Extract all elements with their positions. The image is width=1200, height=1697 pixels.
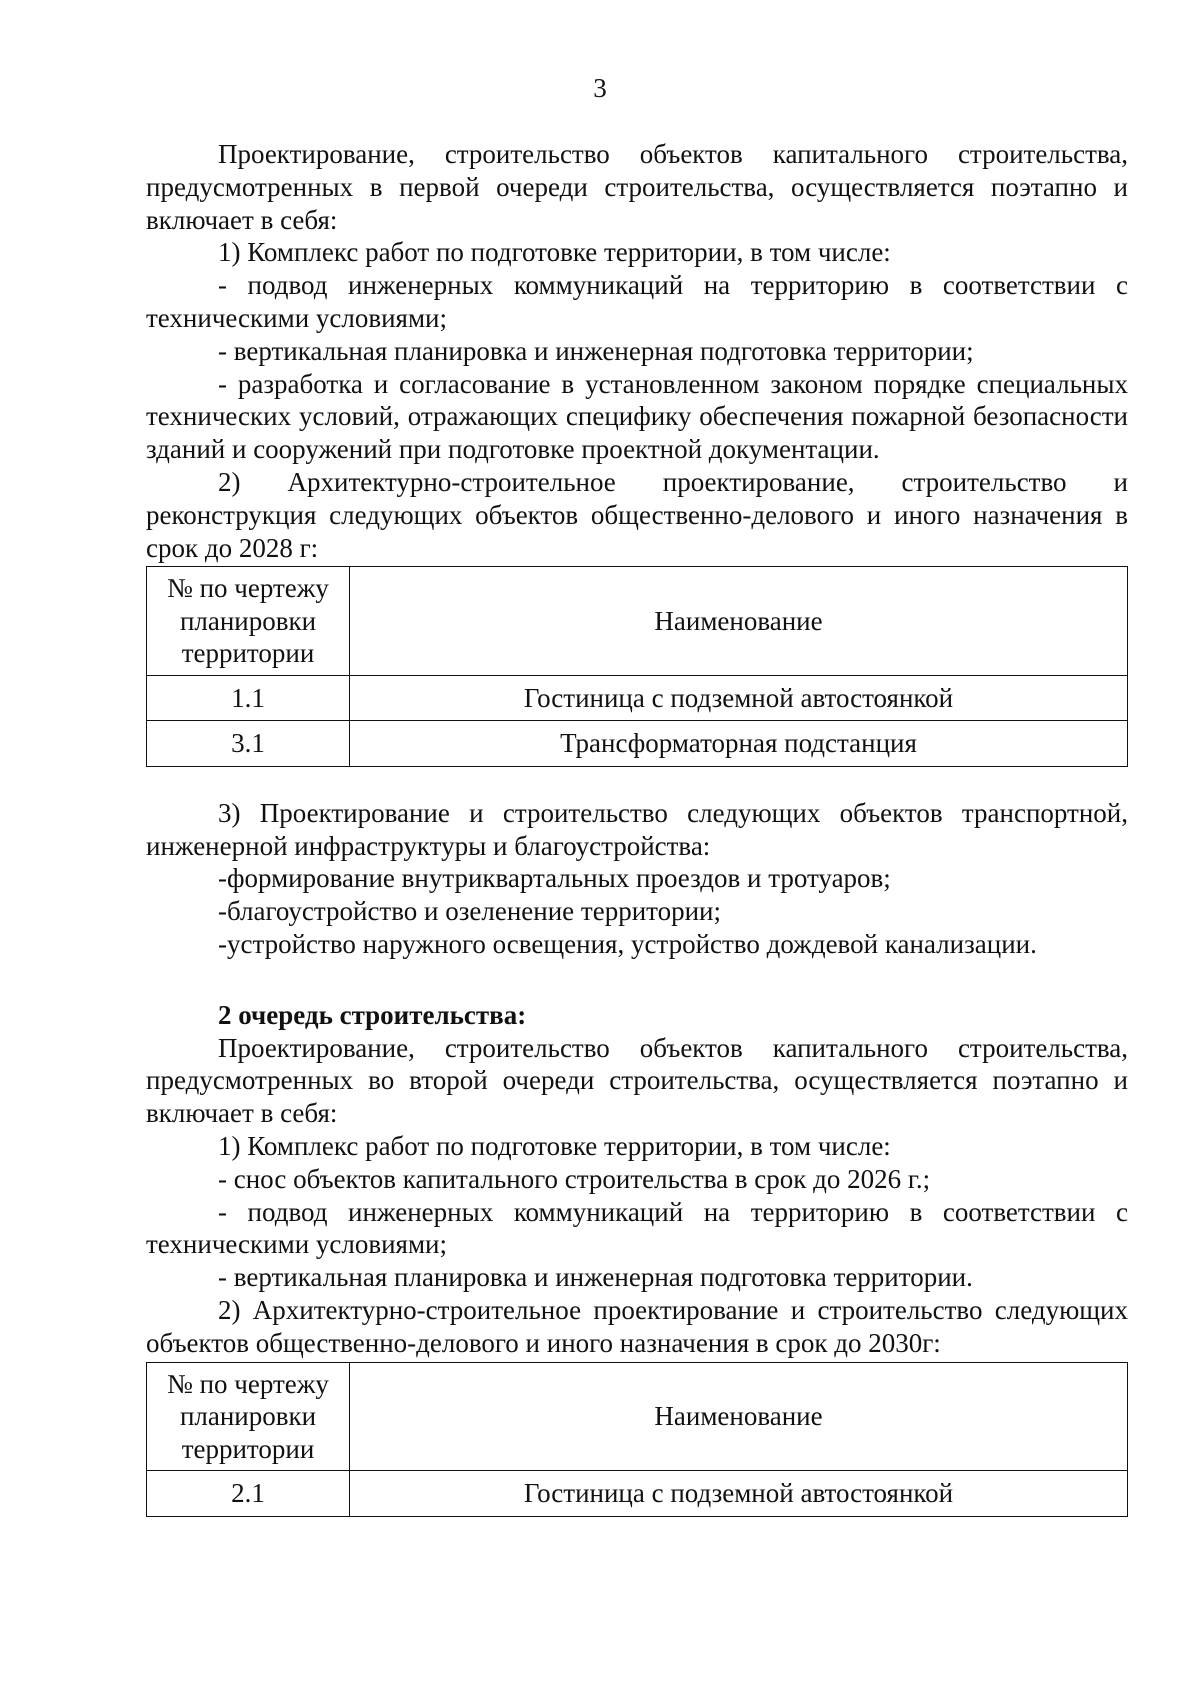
table-cell-number: 1.1 <box>147 675 350 721</box>
column-header-number: № по чертежу планировки территории <box>147 1362 350 1471</box>
table-cell-number: 2.1 <box>147 1471 350 1517</box>
section1-intro: Проектирование, строительство объектов капитального строительства, предусмотренных в первой очереди строительства, осуществляется поэтапно и включает в себя: <box>146 139 1128 235</box>
section1-item3-bullet: -благоустройство и озеленение территории; <box>218 896 721 927</box>
section1-item3-bullet: -формирование внутриквартальных проездов и тротуаров; <box>218 863 891 894</box>
section1-item1-bullet: - вертикальная планировка и инженерная подготовка территории; <box>218 335 974 366</box>
section2-item1-heading: 1) Комплекс работ по подготовке территории, в том числе: <box>218 1131 891 1162</box>
section1-item1-bullet: - разработка и согласование в установленном законом порядке специальных технических условий, отражающих специфику обеспечения пожарной безопасности зданий и сооружений при подготовке проектной документации. <box>146 368 1128 465</box>
table-row <box>147 1471 1128 1517</box>
page-number: 3 <box>593 73 607 103</box>
section1-item1-heading: 1) Комплекс работ по подготовке территории, в том числе: <box>218 237 891 268</box>
table-cell-number: 3.1 <box>147 721 350 767</box>
section2-intro: Проектирование, строительство объектов капитального строительства, предусмотренных во второй очереди строительства, осуществляется поэтапно и включает в себя: <box>146 1032 1128 1129</box>
section1-item3-bullet: -устройство наружного освещения, устройство дождевой канализации. <box>218 929 1037 960</box>
table-row <box>147 721 1128 767</box>
section2-item2-text: 2) Архитектурно-строительное проектирование и строительство следующих объектов общественно-делового и иного назначения в срок до 2030г: <box>146 1295 1128 1358</box>
table-cell-name: Гостиница с подземной автостоянкой <box>350 1471 1128 1517</box>
section2-heading: 2 очередь строительства: <box>218 999 527 1030</box>
column-header-name: Наименование <box>350 567 1128 676</box>
section2-item1-bullet: - подвод инженерных коммуникаций на территорию в соответствии с техническими условиями; <box>146 1196 1128 1260</box>
table-header-row <box>147 1362 1128 1471</box>
table-cell-name: Трансформаторная подстанция <box>350 721 1128 767</box>
table-header-row <box>147 567 1128 676</box>
section2-item1-bullet: - снос объектов капитального строительства в срок до 2026 г.; <box>218 1163 931 1194</box>
column-header-number: № по чертежу планировки территории <box>147 567 350 676</box>
table-cell-name: Гостиница с подземной автостоянкой <box>350 675 1128 721</box>
section1-item2-text: 2) Архитектурно-строительное проектирование, строительство и реконструкция следующих объектов общественно-делового и иного назначения в срок до 2028 г: <box>146 466 1128 563</box>
section1-item3-text: 3) Проектирование и строительство следующих объектов транспортной, инженерной инфраструктуры и благоустройства: <box>146 797 1128 861</box>
section1-objects-table <box>146 566 1128 767</box>
page-content <box>146 138 1128 1517</box>
table-row <box>147 675 1128 721</box>
column-header-name: Наименование <box>350 1362 1128 1471</box>
section2-item1-bullet: - вертикальная планировка и инженерная подготовка территории. <box>218 1262 973 1293</box>
section1-item1-bullet: - подвод инженерных коммуникаций на территорию в соответствии с техническими условиями; <box>146 270 1128 333</box>
section2-objects-table <box>146 1362 1128 1517</box>
